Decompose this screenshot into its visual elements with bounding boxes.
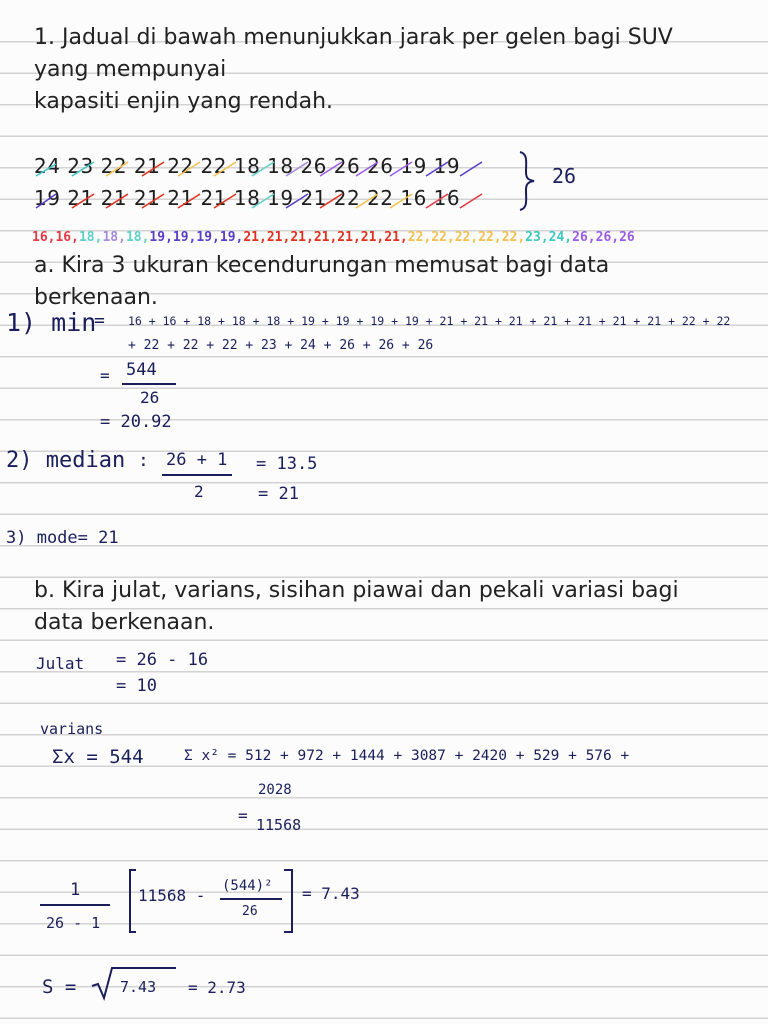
- question-line-1: 1. Jadual di bawah menunjukkan jarak per gelen bagi SUV: [34, 25, 673, 50]
- sorted-value: 23,: [525, 230, 549, 245]
- bracket-denominator: 26: [242, 904, 258, 919]
- mean-sum-line-2: + 22 + 22 + 22 + 23 + 24 + 26 + 26 + 26: [128, 338, 434, 353]
- sorted-value: 16,: [32, 230, 56, 245]
- mean-label: 1) min: [6, 308, 97, 337]
- sum-x: Σx = 544: [52, 746, 144, 768]
- sorted-value: 26,: [572, 230, 596, 245]
- sum-x-squared-eq: =: [238, 806, 248, 825]
- sorted-value: 21,: [243, 230, 267, 245]
- bracket-term: 11568 -: [138, 886, 206, 905]
- sum-x-squared-cont: 2028: [258, 782, 292, 798]
- sorted-value: 19,: [196, 230, 220, 245]
- sorted-value: 21,: [290, 230, 314, 245]
- sorted-value: 26,: [595, 230, 620, 245]
- sorted-value: 18,: [125, 230, 150, 245]
- data-row-2: 19 21 21 21 21 21 18 19 21 22 22 16 16: [34, 186, 461, 210]
- median-position: = 13.5: [256, 454, 318, 474]
- julat-expression: = 26 - 16: [116, 650, 209, 670]
- median-numerator: 26 + 1: [166, 450, 228, 470]
- part-a-line-1: a. Kira 3 ukuran kecendurungan memusat bagi data: [34, 253, 610, 278]
- part-b-line-1: b. Kira julat, varians, sisihan piawai dan pekali variasi bagi: [34, 578, 679, 603]
- mean-sum-line-1: 16 + 16 + 18 + 18 + 18 + 19 + 19 + 19 + 19 + 21 + 21 + 21 + 21 + 21 + 21 + 21 + 22 + 22: [128, 314, 731, 328]
- part-b-line-2: data berkenaan.: [34, 610, 215, 635]
- tally-marks: [0, 150, 768, 210]
- sorted-value: 22,: [407, 230, 432, 245]
- data-row-1: 24 23 22 21 22 22 18 18 26 26 26 19 19: [34, 154, 461, 178]
- sd-label: S =: [42, 976, 77, 998]
- sd-result: = 2.73: [188, 978, 246, 997]
- sorted-value: 22,: [501, 230, 526, 245]
- sorted-value: 18,: [102, 230, 126, 245]
- julat-label: Julat: [36, 654, 85, 673]
- sorted-value: 26: [619, 230, 635, 245]
- bracket-numerator: (544)²: [222, 878, 273, 894]
- mean-fraction-bar: [122, 383, 176, 385]
- sorted-value: 21,: [313, 230, 338, 245]
- variance-fraction-one: 1: [70, 880, 81, 900]
- sorted-value: 21,: [360, 230, 385, 245]
- sorted-value: 19,: [172, 230, 197, 245]
- sorted-value: 16,: [55, 230, 79, 245]
- mode-line: 3) mode= 21: [6, 528, 119, 548]
- varians-label: varians: [40, 720, 104, 738]
- sorted-value: 21,: [384, 230, 408, 245]
- median-result: = 21: [258, 484, 299, 504]
- mean-result: = 20.92: [100, 412, 172, 432]
- mean-numerator: 544: [126, 360, 157, 380]
- sorted-value: 24,: [548, 230, 573, 245]
- curly-brace: [512, 150, 542, 210]
- mean-eq: =: [94, 310, 105, 331]
- sum-x-squared-result: 11568: [256, 816, 302, 834]
- sd-radicand: 7.43: [120, 978, 157, 996]
- sorted-value: 18,: [78, 230, 103, 245]
- sorted-values: [32, 230, 635, 245]
- variance-fraction-bar: [40, 904, 110, 906]
- median-denominator: 2: [194, 482, 204, 501]
- variance-fraction-den: 26 - 1: [46, 914, 101, 932]
- bracket-fraction-bar: [220, 898, 282, 900]
- question-line-3: kapasiti enjin yang rendah.: [34, 89, 334, 114]
- sorted-value: 22,: [431, 230, 455, 245]
- sorted-value: 22,: [454, 230, 479, 245]
- sorted-value: 21,: [337, 230, 361, 245]
- part-a-line-2: berkenaan.: [34, 285, 158, 310]
- question-line-2: yang mempunyai: [34, 57, 227, 82]
- median-label: 2) median: [6, 448, 126, 473]
- julat-result: = 10: [116, 676, 157, 696]
- mean-denominator: 26: [140, 388, 160, 407]
- mean-eq-2: =: [100, 366, 110, 385]
- sorted-value: 19,: [149, 230, 173, 245]
- variance-result: = 7.43: [302, 884, 360, 903]
- sorted-value: 22,: [478, 230, 502, 245]
- sum-x-squared: Σ x² = 512 + 972 + 1444 + 3087 + 2420 + 529 + 576 +: [184, 748, 630, 764]
- median-fraction-bar: [162, 474, 232, 476]
- sorted-value: 19,: [219, 230, 244, 245]
- median-eq: :: [138, 450, 149, 471]
- sorted-value: 21,: [266, 230, 291, 245]
- count-label: 26: [552, 164, 577, 188]
